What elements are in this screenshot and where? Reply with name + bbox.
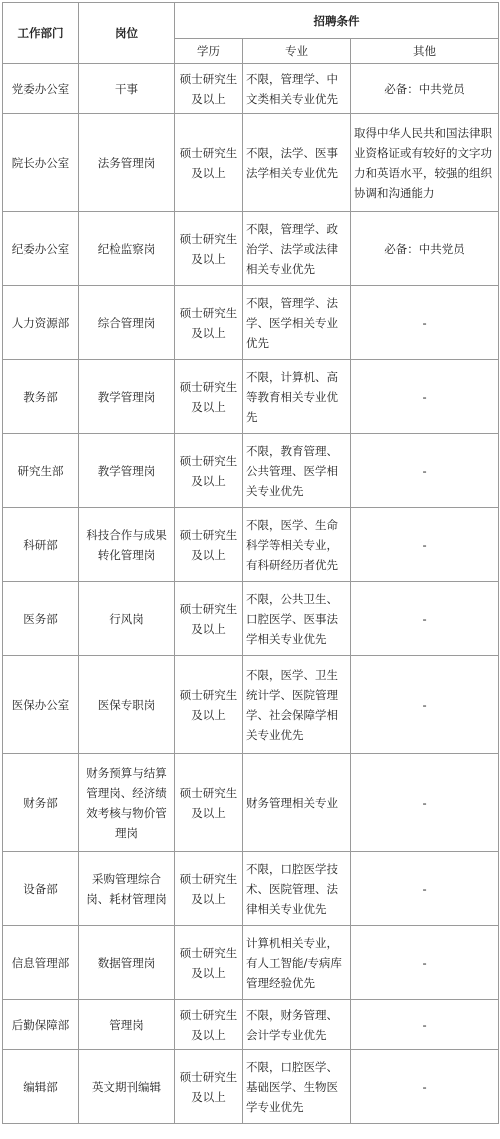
table-row xyxy=(3,212,499,286)
major-cell: 不限，管理学、中文类相关专业优先 xyxy=(243,64,351,114)
table-row xyxy=(3,656,499,754)
other-cell: - xyxy=(351,1050,499,1124)
dept-cell: 后勤保障部 xyxy=(3,1000,79,1050)
position-cell: 英文期刊编辑 xyxy=(79,1050,175,1124)
other-cell: - xyxy=(351,754,499,852)
table-body xyxy=(3,64,499,1124)
position-cell: 数据管理岗 xyxy=(79,926,175,1000)
table-row xyxy=(3,926,499,1000)
major-cell: 计算机相关专业，有人工智能/专病库管理经验优先 xyxy=(243,926,351,1000)
major-cell: 不限，管理学、法学、医学相关专业优先 xyxy=(243,286,351,360)
other-cell: 必备：中共党员 xyxy=(351,64,499,114)
dept-cell: 医保办公室 xyxy=(3,656,79,754)
dept-cell: 院长办公室 xyxy=(3,114,79,212)
education-cell: 硕士研究生及以上 xyxy=(175,656,243,754)
header-conditions: 招聘条件 xyxy=(175,3,499,39)
major-cell: 不限，口腔医学技术、医院管理、法律相关专业优先 xyxy=(243,852,351,926)
education-cell: 硕士研究生及以上 xyxy=(175,1050,243,1124)
header-dept: 工作部门 xyxy=(3,3,79,64)
education-cell: 硕士研究生及以上 xyxy=(175,212,243,286)
education-cell: 硕士研究生及以上 xyxy=(175,754,243,852)
table-row xyxy=(3,1000,499,1050)
table-row xyxy=(3,1050,499,1124)
position-cell: 行风岗 xyxy=(79,582,175,656)
dept-cell: 科研部 xyxy=(3,508,79,582)
other-cell: - xyxy=(351,360,499,434)
dept-cell: 研究生部 xyxy=(3,434,79,508)
position-cell: 采购管理综合岗、耗材管理岗 xyxy=(79,852,175,926)
education-cell: 硕士研究生及以上 xyxy=(175,926,243,1000)
dept-cell: 人力资源部 xyxy=(3,286,79,360)
header-other: 其他 xyxy=(351,39,499,64)
position-cell: 综合管理岗 xyxy=(79,286,175,360)
position-cell: 科技合作与成果转化管理岗 xyxy=(79,508,175,582)
major-cell: 不限，教育管理、公共管理、医学相关专业优先 xyxy=(243,434,351,508)
dept-cell: 教务部 xyxy=(3,360,79,434)
education-cell: 硕士研究生及以上 xyxy=(175,434,243,508)
education-cell: 硕士研究生及以上 xyxy=(175,852,243,926)
table-row xyxy=(3,114,499,212)
other-cell: - xyxy=(351,434,499,508)
dept-cell: 信息管理部 xyxy=(3,926,79,1000)
table-row xyxy=(3,582,499,656)
education-cell: 硕士研究生及以上 xyxy=(175,360,243,434)
major-cell: 不限，财务管理、会计学专业优先 xyxy=(243,1000,351,1050)
position-cell: 医保专职岗 xyxy=(79,656,175,754)
position-cell: 干事 xyxy=(79,64,175,114)
table-row xyxy=(3,286,499,360)
major-cell: 不限，公共卫生、口腔医学、医事法学相关专业优先 xyxy=(243,582,351,656)
major-cell: 不限，管理学、政治学、法学或法律相关专业优先 xyxy=(243,212,351,286)
position-cell: 教学管理岗 xyxy=(79,434,175,508)
position-cell: 财务预算与结算管理岗、经济绩效考核与物价管理岗 xyxy=(79,754,175,852)
table-row xyxy=(3,852,499,926)
table-row xyxy=(3,508,499,582)
education-cell: 硕士研究生及以上 xyxy=(175,114,243,212)
other-cell: - xyxy=(351,508,499,582)
major-cell: 不限，法学、医事法学相关专业优先 xyxy=(243,114,351,212)
education-cell: 硕士研究生及以上 xyxy=(175,64,243,114)
dept-cell: 设备部 xyxy=(3,852,79,926)
header-major: 专业 xyxy=(243,39,351,64)
other-cell: - xyxy=(351,926,499,1000)
position-cell: 教学管理岗 xyxy=(79,360,175,434)
position-cell: 法务管理岗 xyxy=(79,114,175,212)
table-row xyxy=(3,64,499,114)
education-cell: 硕士研究生及以上 xyxy=(175,508,243,582)
recruitment-table xyxy=(2,2,499,1124)
dept-cell: 医务部 xyxy=(3,582,79,656)
other-cell: - xyxy=(351,656,499,754)
other-cell: - xyxy=(351,582,499,656)
dept-cell: 党委办公室 xyxy=(3,64,79,114)
header-position: 岗位 xyxy=(79,3,175,64)
other-cell: - xyxy=(351,286,499,360)
other-cell: - xyxy=(351,852,499,926)
education-cell: 硕士研究生及以上 xyxy=(175,286,243,360)
education-cell: 硕士研究生及以上 xyxy=(175,1000,243,1050)
position-cell: 纪检监察岗 xyxy=(79,212,175,286)
major-cell: 不限，医学、卫生统计学、医院管理学、社会保障学相关专业优先 xyxy=(243,656,351,754)
other-cell: 取得中华人民共和国法律职业资格证或有较好的文字功力和英语水平，较强的组织协调和沟通能力 xyxy=(351,114,499,212)
dept-cell: 财务部 xyxy=(3,754,79,852)
major-cell: 财务管理相关专业 xyxy=(243,754,351,852)
major-cell: 不限，口腔医学、基础医学、生物医学专业优先 xyxy=(243,1050,351,1124)
dept-cell: 编辑部 xyxy=(3,1050,79,1124)
table-row xyxy=(3,434,499,508)
position-cell: 管理岗 xyxy=(79,1000,175,1050)
other-cell: - xyxy=(351,1000,499,1050)
table-row xyxy=(3,360,499,434)
education-cell: 硕士研究生及以上 xyxy=(175,582,243,656)
major-cell: 不限，计算机、高等教育相关专业优先 xyxy=(243,360,351,434)
dept-cell: 纪委办公室 xyxy=(3,212,79,286)
table-row xyxy=(3,754,499,852)
major-cell: 不限，医学、生命科学等相关专业，有科研经历者优先 xyxy=(243,508,351,582)
other-cell: 必备：中共党员 xyxy=(351,212,499,286)
header-education: 学历 xyxy=(175,39,243,64)
